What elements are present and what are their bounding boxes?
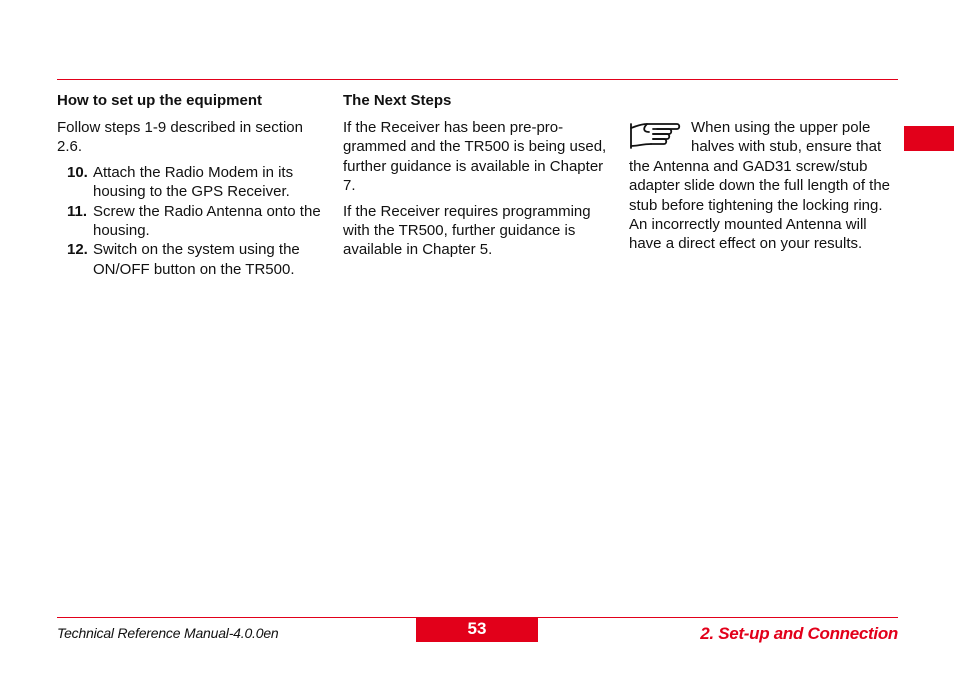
note-text: When using the upper pole halves with stub, ensure that the Antenna and GAD31 screw/stub adapter slide down the full length of the stub before tightening the locking ring. An incorrectly mounted Antenna will have a direct effect on your results. <box>629 119 891 253</box>
step-item <box>57 163 327 202</box>
setup-steps-list <box>57 163 327 279</box>
step-text: Screw the Radio Antenna onto the housing. <box>93 202 321 240</box>
chapter-tab-marker <box>904 126 954 151</box>
step-text: Switch on the system using the ON/OFF button on the TR500. <box>93 241 300 278</box>
step-item <box>57 202 327 241</box>
manual-title: Technical Reference Manual-4.0.0en <box>57 625 279 641</box>
step-text: Attach the Radio Modem in its housing to the GPS Receiver. <box>93 163 294 201</box>
step-number: 11. <box>67 202 88 220</box>
page-number: 53 <box>416 618 538 642</box>
section-title: 2. Set-up and Connection <box>700 624 898 643</box>
pointing-hand-icon <box>629 120 685 152</box>
step-number: 12. <box>67 241 88 259</box>
next-steps-column <box>343 92 613 266</box>
step-item <box>57 240 327 279</box>
top-rule <box>57 79 898 80</box>
next-steps-paragraph-2: If the Receiver requires programming with the TR500, further guidance is available in Chapter 5. <box>343 202 591 259</box>
setup-column <box>57 92 327 279</box>
next-steps-paragraph-1: If the Receiver has been pre-pro-grammed and the TR500 is being used, further guidance is available in Chapter 7. <box>343 119 607 195</box>
next-steps-heading: The Next Steps <box>343 92 452 109</box>
step-number: 10. <box>67 163 88 181</box>
setup-intro: Follow steps 1-9 described in section 2.6. <box>57 119 303 156</box>
note-column <box>629 118 897 254</box>
setup-heading: How to set up the equipment <box>57 92 262 109</box>
